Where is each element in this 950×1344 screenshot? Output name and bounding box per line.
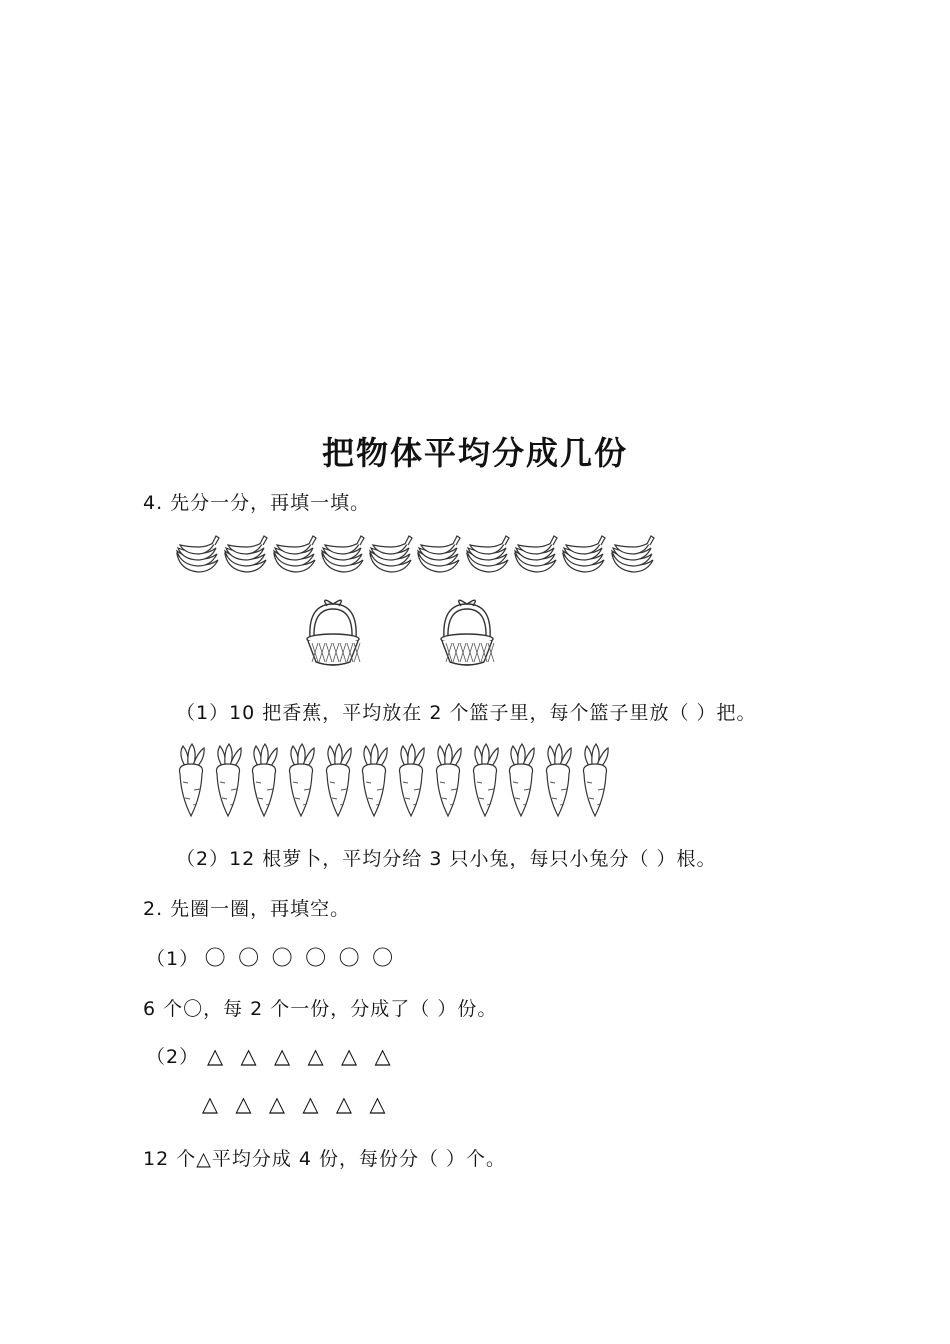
carrot-icon: [431, 742, 465, 822]
triangle-shape: △: [341, 1043, 358, 1068]
sub-question-2-label: （2）: [146, 1046, 200, 1068]
question-4-part-1: （1）10 把香蕉，平均放在 2 个篮子里，每个篮子里放（ ）把。: [176, 702, 757, 724]
circle-shape: 〇: [271, 946, 293, 970]
sub-question-2-text: 12 个△平均分成 4 份，每份分（ ）个。: [143, 1148, 507, 1170]
carrot-icon: [578, 742, 612, 822]
carrot-icon: [247, 742, 281, 822]
banana-bunch-icon: [222, 532, 268, 580]
carrot-icon: [541, 742, 575, 822]
banana-bunch-icon: [464, 532, 510, 580]
basket-row: [304, 598, 572, 674]
banana-bunch-icon: [367, 532, 413, 580]
triangle-shape: △: [235, 1092, 252, 1116]
banana-bunch-icon: [512, 532, 558, 580]
circle-shape: 〇: [305, 946, 327, 970]
carrot-icon: [504, 742, 538, 822]
triangle-shape: △: [268, 1092, 286, 1116]
basket-icon: [438, 598, 496, 674]
question-4-heading: 4. 先分一分，再填一填。: [143, 492, 371, 514]
triangle-shape: △: [374, 1043, 391, 1068]
banana-row: [174, 532, 657, 580]
circle-shape: 〇: [204, 946, 226, 970]
carrot-icon: [394, 742, 428, 822]
triangle-row-1: [146, 1042, 404, 1069]
triangle-shape: △: [335, 1092, 353, 1116]
circle-shape: 〇: [338, 946, 360, 970]
triangle-shape: △: [369, 1092, 386, 1116]
banana-bunch-icon: [271, 532, 317, 580]
carrot-icon: [174, 742, 208, 822]
carrot-row: [174, 742, 614, 822]
banana-bunch-icon: [174, 532, 220, 580]
page-title: 把物体平均分成几份: [321, 434, 628, 472]
triangle-shape: △: [302, 1092, 319, 1116]
banana-bunch-icon: [415, 532, 461, 580]
banana-bunch-icon: [609, 532, 655, 580]
triangle-shape: △: [207, 1043, 224, 1068]
carrot-icon: [284, 742, 318, 822]
question-2-heading: 2. 先圈一圈，再填空。: [143, 898, 351, 920]
triangle-shape: △: [201, 1092, 219, 1116]
circle-shape: 〇: [238, 946, 260, 970]
circle-row: [146, 942, 404, 972]
triangle-shape: △: [274, 1043, 291, 1068]
basket-icon: [304, 598, 362, 674]
carrot-icon: [211, 742, 245, 822]
sub-question-1-text: 6 个〇，每 2 个一份，分成了（ ）份。: [143, 998, 498, 1020]
circle-shape: 〇: [372, 946, 394, 970]
carrot-icon: [468, 742, 502, 822]
sub-question-1-label: （1）: [146, 947, 200, 970]
carrot-icon: [321, 742, 355, 822]
banana-bunch-icon: [319, 532, 365, 580]
triangle-row-2: [198, 1092, 399, 1116]
triangle-shape: △: [307, 1043, 324, 1068]
banana-bunch-icon: [560, 532, 606, 580]
triangle-shape: △: [240, 1043, 257, 1068]
question-4-part-2: （2）12 根萝卜，平均分给 3 只小兔，每只小兔分（ ）根。: [176, 848, 717, 870]
carrot-icon: [357, 742, 391, 822]
